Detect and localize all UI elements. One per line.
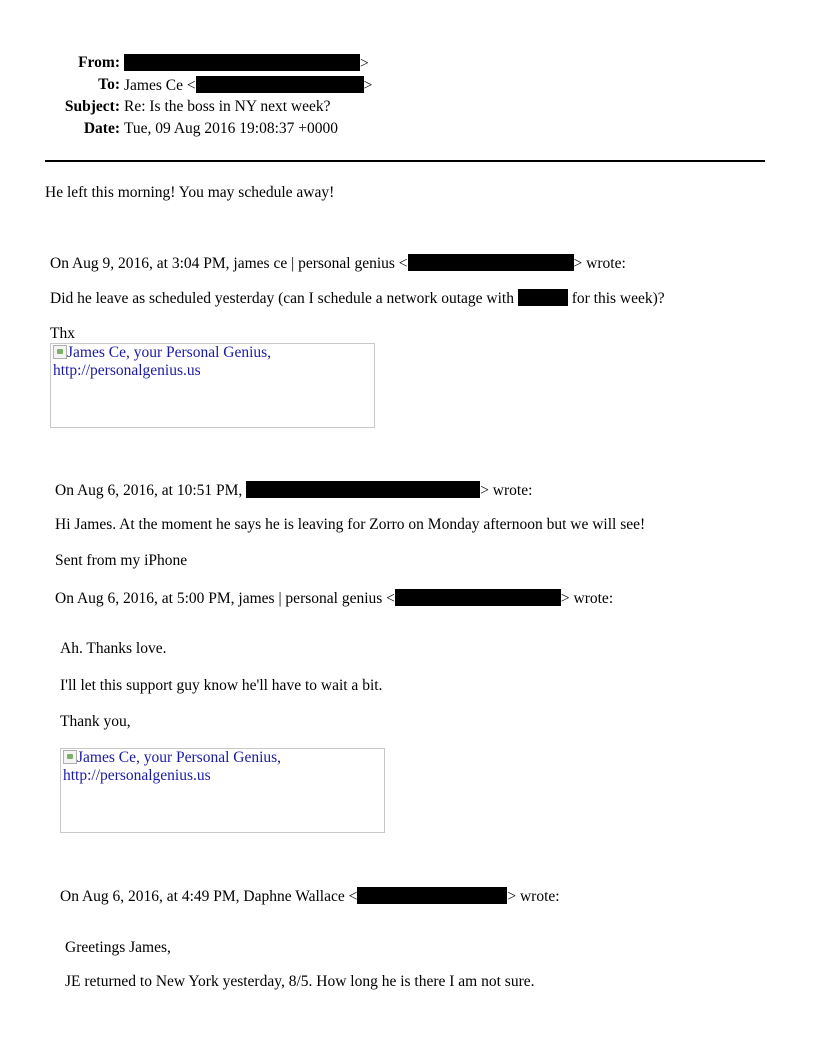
from-value: > <box>124 54 369 73</box>
quote-line: Did he leave as scheduled yesterday (can I schedule a network outage with for this week)? <box>50 290 665 307</box>
redaction-bar <box>246 481 480 498</box>
subject-label: Subject: <box>64 98 120 115</box>
quote-line: I'll let this support guy know he'll have to wait a bit. <box>60 677 383 694</box>
quote-attribution: On Aug 6, 2016, at 4:49 PM, Daphne Wallace < > wrote: <box>60 888 560 905</box>
quote-line: Thank you, <box>60 713 131 730</box>
from-label: From: <box>78 54 120 71</box>
quote-line: Greetings James, <box>65 939 171 956</box>
quote-line: Sent from my iPhone <box>55 552 188 569</box>
quote-attribution: On Aug 6, 2016, at 10:51 PM, > wrote: <box>55 482 533 499</box>
quote-line: Hi James. At the moment he says he is leaving for Zorro on Monday afternoon but we will see! <box>55 516 646 533</box>
header-divider <box>45 160 765 162</box>
broken-image-icon <box>63 750 77 764</box>
to-value: James Ce < > <box>124 77 373 94</box>
to-label: To: <box>98 76 120 93</box>
quote-line: JE returned to New York yesterday, 8/5. How long he is there I am not sure. <box>65 973 535 990</box>
quote-line: Ah. Thanks love. <box>60 640 167 657</box>
redaction-bar <box>518 289 568 306</box>
redaction-bar <box>408 254 574 271</box>
quote-attribution: On Aug 9, 2016, at 3:04 PM, james ce | personal genius < > wrote: <box>50 255 626 272</box>
quote-attribution: On Aug 6, 2016, at 5:00 PM, james | personal genius < > wrote: <box>55 590 614 607</box>
message-line: He left this morning! You may schedule away! <box>45 184 335 201</box>
broken-image-icon <box>53 345 67 359</box>
signature-image[interactable]: James Ce, your Personal Genius, http://personalgenius.us <box>50 343 375 428</box>
date-value: Tue, 09 Aug 2016 19:08:37 +0000 <box>124 120 338 137</box>
date-label: Date: <box>83 120 120 137</box>
redaction-bar <box>395 589 561 606</box>
redaction-bar <box>196 76 364 93</box>
subject-value: Re: Is the boss in NY next week? <box>124 98 331 115</box>
redaction-bar <box>124 54 360 71</box>
signature-image[interactable]: James Ce, your Personal Genius, http://personalgenius.us <box>60 748 385 833</box>
redaction-bar <box>357 887 507 904</box>
quote-line: Thx <box>50 325 75 342</box>
